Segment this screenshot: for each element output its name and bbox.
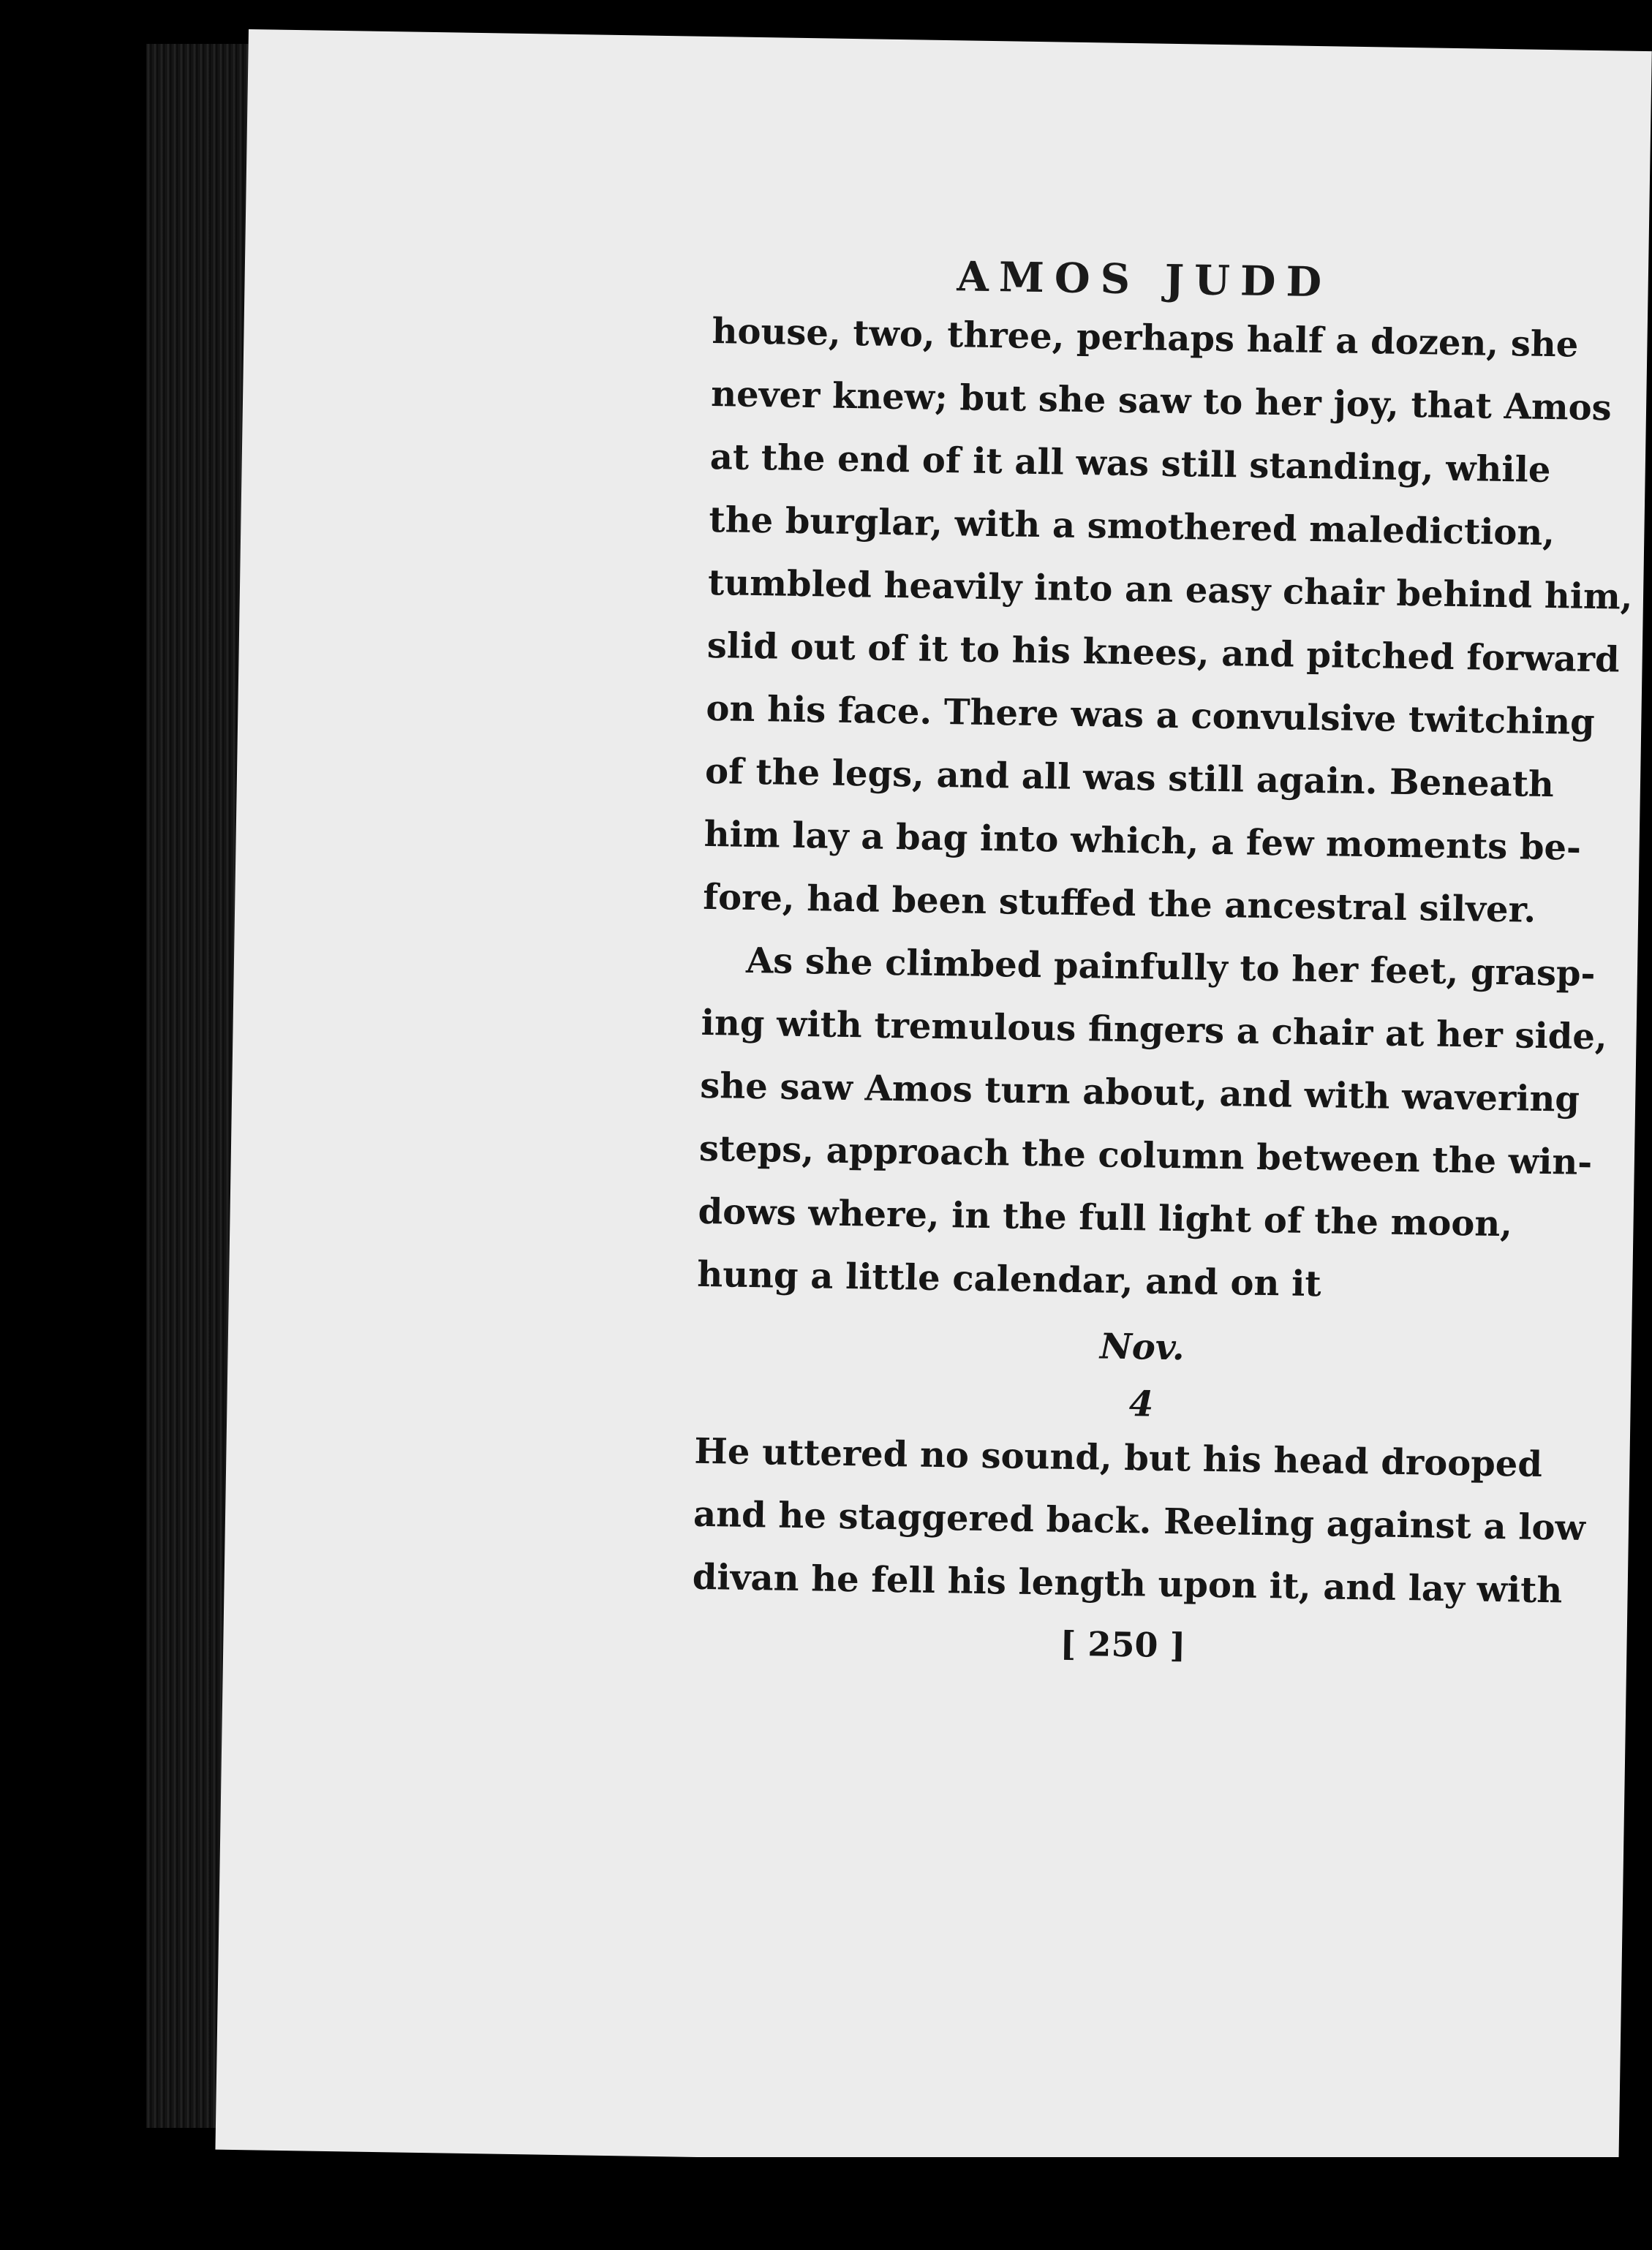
paragraph-3 (692, 1420, 1586, 1621)
text-line: never knew; but she saw to her joy, that Amos (710, 373, 1613, 429)
paragraph-1 (702, 300, 1633, 941)
text-line: dows where, in the full light of the moon, (698, 1190, 1513, 1245)
calendar-leaf (695, 1318, 1501, 1432)
text-line: on his face. There was a convulsive twitching (706, 687, 1596, 744)
calendar-day: 4 (1128, 1383, 1154, 1425)
text-line: of the legs, and all was still again. Beneath (704, 750, 1555, 806)
book-page (215, 29, 1651, 2172)
text-line: and he staggered back. Reeling against a low (693, 1493, 1586, 1549)
text-line: slid out of it to his knees, and pitched forward (706, 624, 1621, 681)
page-content (691, 249, 1633, 1680)
text-line: hung a little calendar, and on it (696, 1253, 1321, 1305)
calendar-month: Nov. (1099, 1326, 1185, 1369)
text-line: steps, approach the column between the win- (698, 1128, 1593, 1184)
text-line: ing with tremulous fingers a chair at her side, (701, 1002, 1608, 1058)
bottom-shadow (219, 2157, 1652, 2250)
page-number: [ 250 ] (1060, 1623, 1186, 1666)
text-line: she saw Amos turn about, and with wavering (699, 1065, 1580, 1120)
paragraph-2 (696, 929, 1608, 1318)
text-line: divan he fell his length upon it, and lay with (692, 1556, 1563, 1612)
text-line: As she climbed painfully to her feet, grasp- (745, 940, 1596, 995)
text-line: the burglar, with a smothered malediction, (709, 499, 1555, 554)
text-line: He uttered no sound, but his head drooped (694, 1430, 1543, 1486)
text-line: him lay a bag into which, a few moments be- (704, 813, 1582, 869)
text-line: at the end of it all was still standing, while (709, 436, 1551, 491)
text-line: fore, had been stuffed the ancestral silver. (702, 876, 1536, 931)
text-line: house, two, three, perhaps half a dozen, she (712, 311, 1579, 366)
text-line: tumbled heavily into an easy chair behind him, (707, 562, 1633, 618)
running-head: AMOS JUDD (956, 252, 1332, 307)
